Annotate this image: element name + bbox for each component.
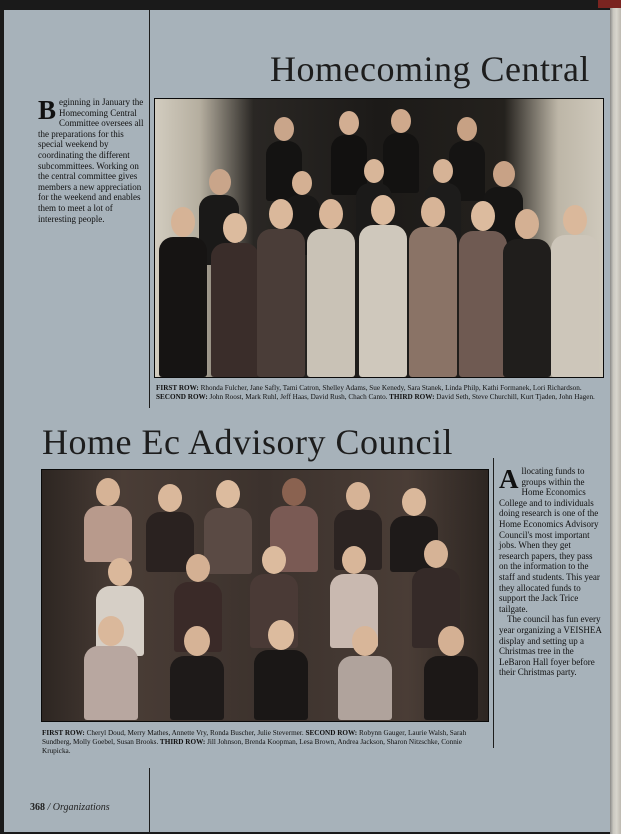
homecoming-intro-text: eginning in January the Homecoming Central Committee oversees all the preparations for this special weekend by coordinating the different subcommittees. Working on the central committee gives members a new appreciation for the weekend and enables them to meet a lot of interesting people. [38, 97, 144, 224]
homecoming-central-title: Homecoming Central [270, 49, 590, 89]
column-rule-top [149, 10, 150, 408]
home-ec-council-title: Home Ec Advisory Council [42, 422, 453, 462]
footer-separator: / [45, 802, 53, 813]
homecoming-intro [38, 97, 144, 224]
caption-row1-names: Cheryl Doud, Merry Mathes, Annette Vry, Ronda Buscher, Julie Stevermer. [84, 729, 304, 737]
page-number: 368 [30, 802, 45, 813]
page-footer [30, 802, 110, 813]
dropcap: B [38, 95, 57, 125]
caption-row2-label: SECOND ROW: [156, 393, 208, 401]
column-rule-bottom [149, 768, 150, 834]
caption-row3-names: David Seth, Steve Churchill, Kurt Tjaden, John Hagen. [434, 393, 595, 401]
home-ec-intro-paragraph-2: The council has fun every year organizing a VEISHEA display and setting up a Christmas tree in the LeBaron Hall foyer before their Christmas party. [499, 614, 602, 678]
caption-row2-names: Robynn Gauger, Laurie Walsh, Sarah Sundberg, Molly Goebel, Susan Brooks. [42, 729, 467, 746]
page-edge [610, 0, 621, 834]
column-rule-middle [493, 458, 494, 748]
homecoming-caption [156, 384, 604, 402]
home-ec-caption [42, 729, 488, 756]
caption-row1-label: FIRST ROW: [156, 384, 199, 392]
caption-row2-label: SECOND ROW: [303, 729, 358, 737]
caption-row1-names: Rhonda Fulcher, Jane Safly, Tami Catron, Shelley Adams, Sue Kenedy, Sara Stanek, Linda Philp, Kathi Formanek, Lori Richardson. [198, 384, 582, 392]
caption-row1-label: FIRST ROW: [42, 729, 85, 737]
caption-row2-names: John Roost, Mark Ruhl, Jeff Haas, David Rush, Chach Canto. [207, 393, 388, 401]
caption-row3-label: THIRD ROW: [158, 738, 206, 746]
caption-row3-names: Jill Johnson, Brenda Koopman, Lesa Brown, Andrea Jackson, Sharon Nitzschke, Connie Krupicka. [42, 738, 462, 755]
home-ec-group-photo [41, 469, 489, 722]
corner-mark [598, 0, 621, 8]
caption-row3-label: THIRD ROW: [387, 393, 435, 401]
homecoming-group-photo [154, 98, 604, 378]
home-ec-intro [499, 466, 602, 678]
home-ec-intro-text: llocating funds to groups within the Home Economics College and to individuals doing research is one of the Home Economics Advisory Council's most important jobs. When they get research papers, they pass on the information to the staff and students. This year they allocated funds to support the Jack Trice tailgate. [499, 466, 600, 614]
section-name: Organizations [52, 802, 110, 813]
dropcap: A [499, 464, 519, 494]
